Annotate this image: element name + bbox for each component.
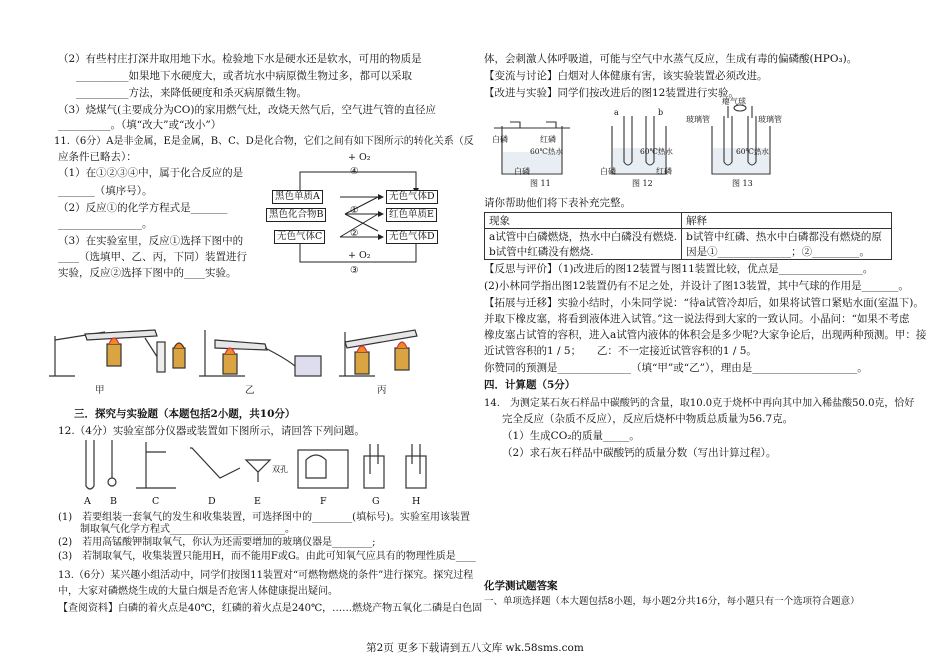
- q11-3-line1: （3）在实验室里，反应①选择下图中的: [58, 235, 244, 247]
- instruments-figure: [80, 438, 440, 508]
- q11-2-line2: ________________。: [58, 218, 153, 230]
- apparatus-drawing: [45, 318, 465, 398]
- r-line10: 近试管容积的1 / 5； 乙：不一定接近试管容积的1 / 5。: [484, 345, 757, 357]
- cell-2-2-text: 因是①______________；②_________。: [686, 246, 870, 258]
- diagram-circle-3: ③: [350, 265, 359, 276]
- q12-1-line2: 制取氧气化学方程式_______________________。: [80, 524, 295, 535]
- diagram-circle-2: ②: [350, 228, 359, 239]
- inst-label-a: A: [84, 496, 91, 507]
- inst-label-b: B: [110, 496, 117, 507]
- q11-2-line1: （2）反应①的化学方程式是_______: [58, 202, 228, 214]
- phenomenon-table: [484, 212, 892, 260]
- q11-3-line3: 实验，反应②选择下图中的____实验。: [58, 267, 237, 279]
- diagram-circle-4: ④: [350, 166, 359, 177]
- section-3-title: 三．探究与实验题（本题包括2小题，共10分）: [74, 408, 296, 420]
- fig11-white-p2: 白磷: [514, 167, 530, 176]
- fig12-a: a: [614, 108, 619, 117]
- q10-3-line1: （3）烧煤气(主要成分为CO)的家用燃气灶，改烧天然气后，空气进气管的直径应: [58, 104, 437, 116]
- fig13-caption: 图 13: [732, 179, 753, 188]
- box-c: 无色气体C: [274, 230, 325, 244]
- table-cell-1-2: [682, 229, 892, 260]
- fig12-hot-water: 60℃热水: [640, 147, 673, 156]
- fig13-balloon: 瘪气球: [722, 97, 746, 106]
- box-a: 黑色单质A: [272, 190, 323, 204]
- q14-sub1: （1）生成CO₂的质量_____。: [502, 430, 640, 442]
- box-d1: 无色气体D: [386, 190, 438, 204]
- inst-label-f: F: [320, 496, 327, 507]
- cell-2-1-text: b试管中红磷没有燃烧.: [489, 246, 594, 258]
- r-line8: 并取下橡皮塞，将看到液体进入试管。”这一说法得到大家的一致认同。小晶问：“如果不考虑: [484, 313, 910, 325]
- box-b: 黑色化合物B: [266, 208, 326, 222]
- cell-1-1-text: a试管中白磷燃烧，热水中白磷没有燃烧.: [489, 231, 678, 243]
- answer-title: 化学测试题答案: [484, 580, 558, 592]
- box-e: 红色单质E: [386, 208, 437, 222]
- double-hole-label: 双孔: [272, 465, 288, 474]
- fig13-glass-tube2: 玻璃管: [758, 115, 782, 124]
- fig12-white-p: 白磷: [600, 167, 616, 176]
- page-footer: 第2页 更多下载请到五八文库 wk.58sms.com: [366, 642, 584, 654]
- transformation-diagram: [260, 150, 460, 280]
- figures-11-13: [490, 97, 790, 192]
- q13-line2: 中，大家对磷燃烧生成的大量白烟是否危害人体健康提出疑问。: [58, 586, 338, 597]
- fig11-white-p1: 白磷: [492, 135, 508, 144]
- q14-sub2: （2）求石灰石样品中碳酸钙的质量分数（写出计算过程）。: [502, 447, 777, 459]
- q11-1-line1: （1）在①②③④中，属于化合反应的是: [58, 167, 244, 179]
- q13-line1: 13.（6分）某兴趣小组活动中，同学们按图11装置对“可燃物燃烧的条件”进行探究。探究过程: [58, 570, 474, 581]
- q12-3: (3) 若制取氧气，收集装置只能用H，而不能用F或G。由此可知氧气应具有的物理性质是____: [58, 551, 476, 562]
- fig12-b: b: [658, 108, 664, 117]
- q14-line1: 14. 为测定某石灰石样品中碳酸钙的含量，取10.0克于烧杯中再向其中加入稀盐酸50.0克，恰好: [484, 398, 915, 409]
- r-line3: 【改进与实验】同学们按改进后的图12装置进行实验。: [484, 87, 739, 99]
- r-line11: 你赞同的预测是______________（填“甲”或“乙”），理由是____________________。: [484, 362, 868, 374]
- apparatus-label-2: 乙: [245, 385, 255, 396]
- q11-3-line2: ____（选填甲、乙、丙，下同）装置进行: [58, 251, 247, 263]
- q10-2-line2: __________如果地下水硬度大，或者坑水中病原微生物过多，都可以采取: [76, 70, 412, 82]
- q12-2: (2) 若用高锰酸钾制取氧气，你认为还需要增加的玻璃仪器是________;: [58, 537, 376, 548]
- fig12-red-p: 红磷: [656, 167, 672, 176]
- inst-label-e: E: [254, 496, 261, 507]
- table-header-phenomenon: 现象: [485, 213, 682, 229]
- fig11-caption: 图 11: [530, 179, 551, 188]
- inst-label-c: C: [152, 496, 160, 507]
- fig11-red-p: 红磷: [540, 135, 556, 144]
- diagram-o2-top: + O₂: [348, 152, 371, 163]
- answer-section-1: 一、单项选择题（本大题包括8小题，每小题2分共16分，每小题只有一个选项符合题意）: [484, 596, 860, 607]
- q12-intro: 12.（4分）实验室部分仪器或装置如下图所示，请回答下列问题。: [58, 425, 365, 437]
- apparatus-label-1: 甲: [95, 385, 105, 396]
- apparatus-figure: [45, 318, 465, 398]
- table-cell-1-1: [485, 229, 682, 260]
- q13-line3: 【查阅资料】白磷的着火点是40℃，红磷的着火点是240℃，……燃烧产物五氧化二磷是白色固: [58, 603, 483, 614]
- r-line4: 请你帮助他们将下表补充完整。: [484, 197, 631, 209]
- inst-label-g: G: [372, 496, 380, 507]
- fig13-hot-water: 60℃热水: [736, 147, 769, 156]
- diagram-o2-bottom: + O₂: [348, 250, 371, 261]
- inst-label-d: D: [208, 496, 216, 507]
- r-line5: 【反思与评价】（1)改进后的图12装置与图11装置比较，优点是________________。: [484, 263, 874, 275]
- cell-1-2-text: b试管中红磷、热水中白磷都没有燃烧的原: [686, 231, 882, 243]
- instruments-drawing: [80, 438, 440, 496]
- q10-2-line1: （2）有些村庄打深井取用地下水。检验地下水是硬水还是软水，可用的物质是: [58, 53, 422, 65]
- inst-label-h: H: [412, 496, 421, 507]
- r-line7: 【拓展与迁移】实验小结时，小朱同学说：“待a试管冷却后，如果将试管口紧贴水面(室温下)。: [484, 297, 924, 309]
- q14-line2: 完全反应（杂质不反应），反应后烧杯中物质总质量为56.7克。: [502, 413, 794, 425]
- q10-3-line2: __________。（填“改大”或“改小”）: [58, 119, 222, 131]
- q11-intro-line2: 应条件已略去）：: [58, 151, 137, 163]
- table-header-explanation: 解释: [682, 213, 892, 229]
- apparatus-label-3: 丙: [377, 385, 387, 396]
- r-line2: 【变流与讨论】白烟对人体健康有害，该实验装置必须改进。: [484, 70, 768, 82]
- diagram-circle-1: ①: [350, 205, 359, 216]
- q10-2-line3: __________方法，来降低硬度和杀灭病原微生物。: [76, 87, 307, 99]
- q12-1-line1: (1) 若要组装一套氧气的发生和收集装置，可选择图中的________(填标号)。实验室用该装置: [58, 512, 470, 523]
- q11-intro-line1: 11.（6分）A是非金属，E是金属，B、C、D是化合物，它们之间有如下图所示的转化关系（反: [54, 136, 474, 147]
- q11-1-line2: _______（填序号）。: [58, 185, 153, 197]
- fig13-glass-tube1: 玻璃管: [686, 115, 710, 124]
- r-line6: (2)小林同学指出图12装置仍有不足之处，并设计了图13装置，其中气球的作用是_______。: [484, 280, 909, 292]
- r-line9: 橡皮塞占试管的容积，进入a试管内液体的体积会是多少呢?大家争论后，出现两种预测。甲：接: [484, 329, 927, 341]
- r-line1: 体，会刺激人体呼吸道，可能与空气中水蒸气反应，生成有毒的偏磷酸(HPO₃)。: [484, 53, 858, 65]
- section-4-title: 四．计算题（5分）: [484, 379, 576, 391]
- fig11-hot-water: 60℃热水: [530, 147, 563, 156]
- fig12-caption: 图 12: [632, 179, 653, 188]
- box-d2: 无色气体D: [386, 230, 438, 244]
